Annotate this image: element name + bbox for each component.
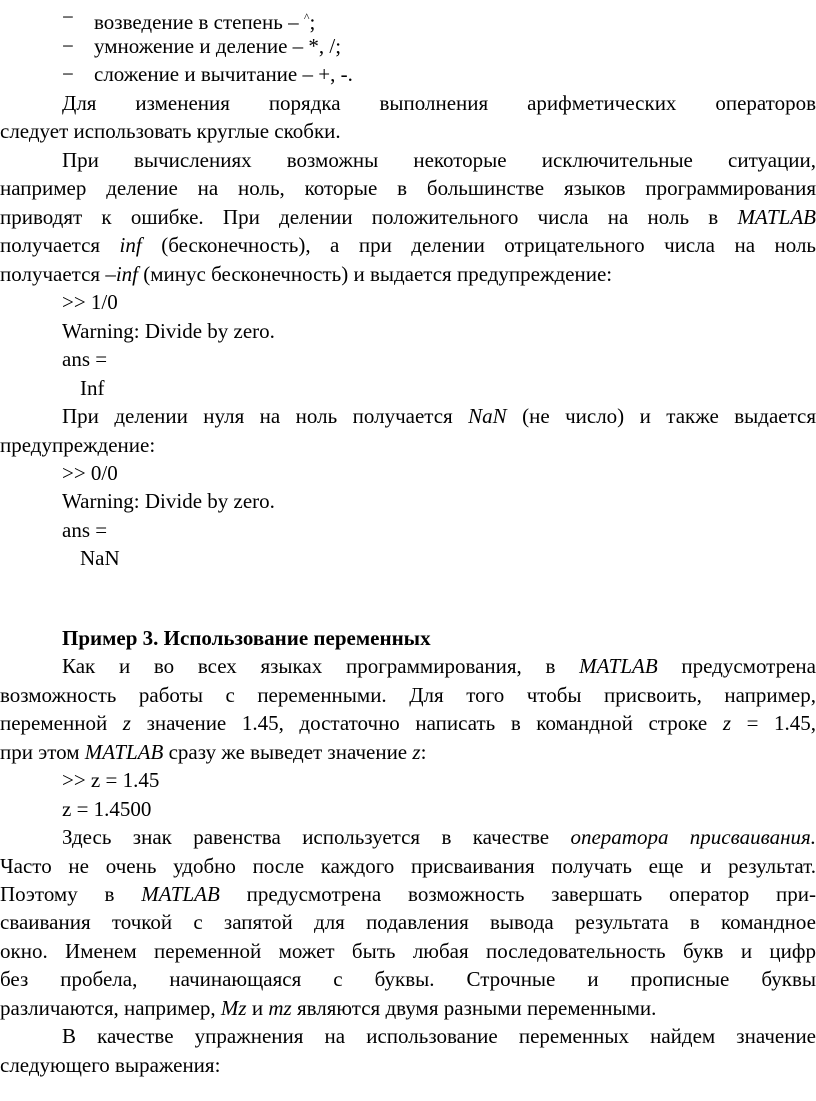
paragraph-line: например деление на ноль, которые в большинстве языков программирования <box>0 176 816 200</box>
code-value: Inf <box>80 376 105 400</box>
code-ans: ans = <box>62 518 108 542</box>
paragraph-line: предупреждение: <box>0 433 156 457</box>
paragraph-line: Как и во всех языках программирования, в MATLAB предусмотрена <box>62 654 816 678</box>
bullet-dash: − <box>62 34 74 58</box>
code-ans: ans = <box>62 347 108 371</box>
paragraph-line: Часто не очень удобно после каждого присваивания получать еще и результат. <box>0 854 816 878</box>
code-output: z = 1.4500 <box>62 797 152 821</box>
code-warning: Warning: Divide by zero. <box>62 319 275 343</box>
paragraph-line: При делении нуля на ноль получается NaN (не число) и также выдается <box>62 404 816 428</box>
paragraph-line: получается –inf (минус бесконечность) и выдается предупреждение: <box>0 262 613 286</box>
paragraph-line: следует использовать круглые скобки. <box>0 119 341 143</box>
paragraph-line: различаются, например, Mz и mz являются двумя разными переменными. <box>0 996 657 1020</box>
paragraph-line: получается inf (бесконечность), а при делении отрицательного числа на ноль <box>0 233 816 257</box>
bullet-text: сложение и вычитание – +, -. <box>94 62 353 86</box>
paragraph-line: Здесь знак равенства используется в качестве оператора присваивания. <box>62 825 816 849</box>
paragraph-line: окно. Именем переменной может быть любая последовательность букв и цифр <box>0 939 816 963</box>
paragraph-line: без пробела, начинающаяся с буквы. Строчные и прописные буквы <box>0 967 816 991</box>
bullet-text: умножение и деление – *, /; <box>94 34 342 58</box>
paragraph-line: следующего выражения: <box>0 1053 221 1077</box>
paragraph-line: сваивания точкой с запятой для подавления вывода результата в командное <box>0 910 816 934</box>
section-heading: Пример 3. Использование переменных <box>62 626 431 650</box>
bullet-text: возведение в степень – ^; <box>94 10 316 34</box>
code-warning: Warning: Divide by zero. <box>62 489 275 513</box>
bullet-item <box>0 3 816 34</box>
bullet-item <box>0 32 816 60</box>
paragraph-line: переменной z значение 1.45, достаточно написать в командной строке z = 1.45, <box>0 711 816 735</box>
paragraph-line: приводят к ошибке. При делении положительного числа на ноль в MATLAB <box>0 205 816 229</box>
code-command: >> z = 1.45 <box>62 768 160 792</box>
paragraph-line: при этом MATLAB сразу же выведет значение z: <box>0 740 427 764</box>
bullet-dash: − <box>62 62 74 86</box>
bullet-item <box>0 60 816 88</box>
code-command: >> 1/0 <box>62 290 118 314</box>
paragraph-line: В качестве упражнения на использование переменных найдем значение <box>62 1024 816 1048</box>
paragraph-line: При вычислениях возможны некоторые исключительные ситуации, <box>62 148 816 172</box>
code-command: >> 0/0 <box>62 461 118 485</box>
paragraph-line: Для изменения порядка выполнения арифметических операторов <box>62 91 816 115</box>
bullet-dash: − <box>62 5 74 29</box>
paragraph-line: возможность работы с переменными. Для того чтобы присвоить, например, <box>0 683 816 707</box>
code-value: NaN <box>80 546 120 570</box>
paragraph-line: Поэтому в MATLAB предусмотрена возможность завершать оператор при- <box>0 882 816 906</box>
